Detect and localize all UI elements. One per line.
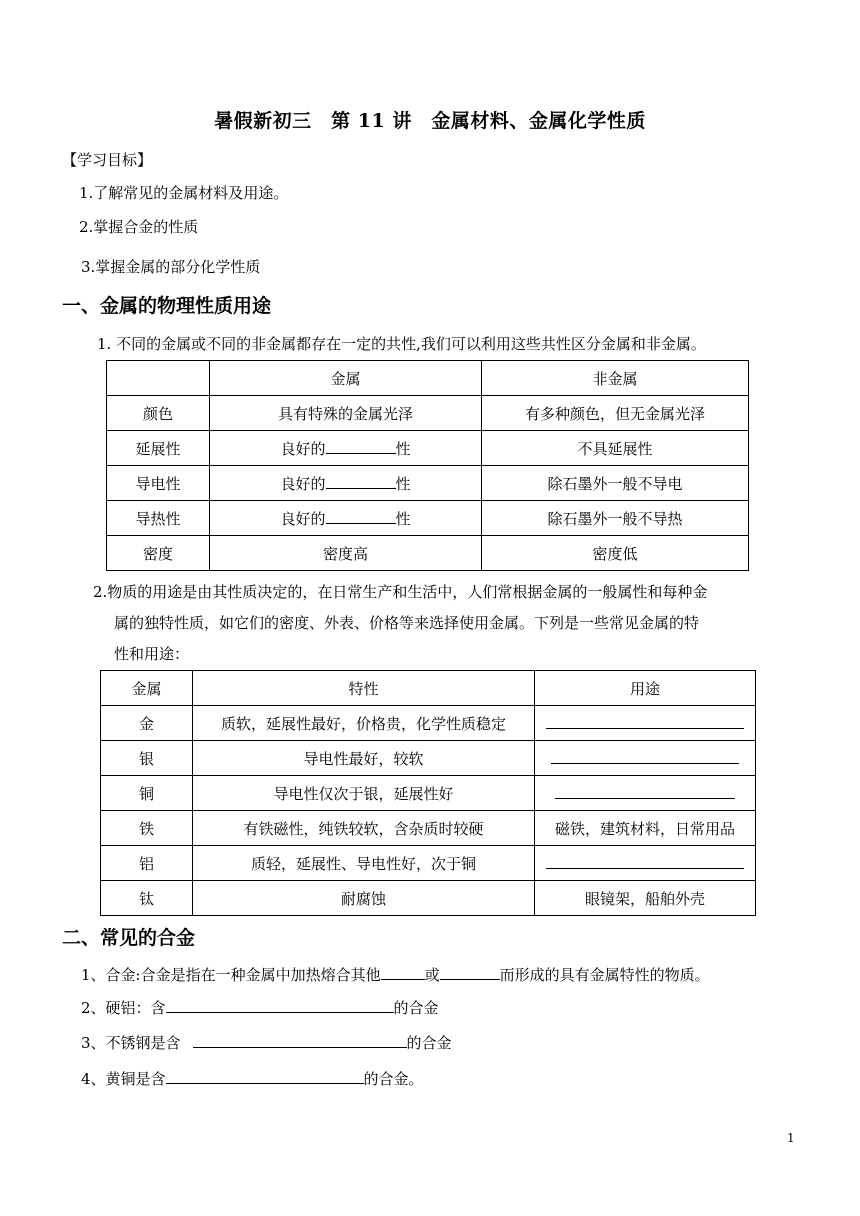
table-row <box>107 431 749 466</box>
property-cell: 颜色 <box>107 396 210 431</box>
alloy-item-text: 或 <box>424 966 440 984</box>
property-cell: 质软，延展性最好，价格贵，化学性质稳定 <box>193 706 535 741</box>
question-text: 属的独特性质，如它们的密度、外表、价格等来选择使用金属。下列是一些常见金属的特 <box>114 614 700 632</box>
table-row <box>101 776 756 811</box>
metal-name-cell: 铝 <box>101 846 193 881</box>
alloy-item-text: 而形成的具有金属特性的物质。 <box>499 966 710 984</box>
metal-text: 良好的 <box>280 509 326 528</box>
table-header-cell <box>107 361 210 396</box>
metal-text-suffix: 性 <box>395 474 411 493</box>
fill-blank[interactable] <box>326 475 396 489</box>
metal-name-cell: 金 <box>101 706 193 741</box>
metal-name-cell: 银 <box>101 741 193 776</box>
table-header-cell: 用途 <box>535 671 756 706</box>
nonmetal-cell: 密度低 <box>482 536 749 571</box>
table-row <box>101 706 756 741</box>
answer-blank[interactable] <box>546 714 744 729</box>
table-header-row <box>101 671 756 706</box>
table-header-cell: 金属 <box>101 671 193 706</box>
property-cell: 耐腐蚀 <box>193 881 535 916</box>
property-cell: 导热性 <box>107 501 210 536</box>
metal-name-cell: 铜 <box>101 776 193 811</box>
property-cell: 密度 <box>107 536 210 571</box>
alloy-item-text: 的合金 <box>406 1034 452 1052</box>
property-cell: 导电性仅次于银，延展性好 <box>193 776 535 811</box>
metal-cell <box>210 536 482 571</box>
fill-blank[interactable] <box>193 1033 407 1048</box>
metal-name-cell: 钛 <box>101 881 193 916</box>
learning-goal-item: 1.了解常见的金属材料及用途。 <box>79 184 289 202</box>
table-header-cell: 金属 <box>210 361 482 396</box>
table-row <box>101 881 756 916</box>
fill-blank[interactable] <box>166 1069 364 1084</box>
metal-cell <box>210 431 482 466</box>
property-cell: 导电性最好，较软 <box>193 741 535 776</box>
question-text: 1. 不同的金属或不同的非金属都存在一定的共性,我们可以利用这些共性区分金属和非金属。 <box>97 335 706 353</box>
question-text: 性和用途： <box>114 645 190 663</box>
use-cell <box>535 706 756 741</box>
alloy-item-text: 4、黄铜是含 <box>81 1070 166 1088</box>
question-text: 2.物质的用途是由其性质决定的，在日常生产和生活中，人们常根据金属的一般属性和每种金 <box>93 583 708 601</box>
metal-text-suffix: 性 <box>395 509 411 528</box>
metal-uses-table <box>100 670 756 916</box>
use-cell <box>535 846 756 881</box>
section-heading: 二、常见的合金 <box>62 927 196 949</box>
fill-blank[interactable] <box>440 965 500 980</box>
alloy-item-text: 3、不锈钢是含 <box>81 1034 181 1052</box>
alloy-item-text: 的合金。 <box>363 1070 424 1088</box>
nonmetal-cell: 除石墨外一般不导热 <box>482 501 749 536</box>
metal-text: 良好的 <box>280 439 326 458</box>
nonmetal-cell: 有多种颜色，但无金属光泽 <box>482 396 749 431</box>
table-row <box>107 536 749 571</box>
property-cell: 导电性 <box>107 466 210 501</box>
table-header-cell: 特性 <box>193 671 535 706</box>
metal-cell <box>210 466 482 501</box>
table-row <box>101 811 756 846</box>
use-cell <box>535 776 756 811</box>
alloy-item-text: 的合金 <box>393 999 439 1017</box>
use-cell: 磁铁，建筑材料，日常用品 <box>535 811 756 846</box>
table-header-row <box>107 361 749 396</box>
metal-cell <box>210 396 482 431</box>
answer-blank[interactable] <box>555 784 735 799</box>
metal-name-cell: 铁 <box>101 811 193 846</box>
fill-blank[interactable] <box>326 510 396 524</box>
metal-nonmetal-table <box>106 360 749 571</box>
table-row <box>107 501 749 536</box>
metal-text-suffix: 性 <box>395 439 411 458</box>
alloy-item <box>81 997 439 1018</box>
learning-goal-item: 2.掌握合金的性质 <box>79 218 199 236</box>
alloy-item <box>81 1068 424 1089</box>
page-title: 暑假新初三 第 11 讲 金属材料、金属化学性质 <box>214 110 646 132</box>
page-number: 1 <box>787 1131 795 1145</box>
metal-text: 密度高 <box>322 544 368 563</box>
use-cell <box>535 741 756 776</box>
property-cell: 延展性 <box>107 431 210 466</box>
property-cell: 质轻，延展性、导电性好，次于铜 <box>193 846 535 881</box>
answer-blank[interactable] <box>551 749 739 764</box>
alloy-item-text: 1、合金:合金是指在一种金属中加热熔合其他 <box>81 966 381 984</box>
nonmetal-cell: 除石墨外一般不导电 <box>482 466 749 501</box>
alloy-item-text: 2、硬铝：含 <box>81 999 166 1017</box>
answer-blank[interactable] <box>546 854 744 869</box>
metal-cell <box>210 501 482 536</box>
alloy-item <box>81 1032 452 1053</box>
metal-text: 具有特殊的金属光泽 <box>277 404 413 423</box>
property-cell: 有铁磁性，纯铁较软，含杂质时较硬 <box>193 811 535 846</box>
table-row <box>101 846 756 881</box>
learning-goals-heading: 【学习目标】 <box>62 151 153 169</box>
metal-text: 良好的 <box>280 474 326 493</box>
alloy-item <box>81 964 710 985</box>
table-row <box>107 466 749 501</box>
fill-blank[interactable] <box>381 965 425 980</box>
learning-goal-item: 3.掌握金属的部分化学性质 <box>81 258 261 276</box>
table-row <box>101 741 756 776</box>
nonmetal-cell: 不具延展性 <box>482 431 749 466</box>
table-row <box>107 396 749 431</box>
use-cell: 眼镜架，船舶外壳 <box>535 881 756 916</box>
section-heading: 一、金属的物理性质用途 <box>62 295 272 317</box>
fill-blank[interactable] <box>166 998 394 1013</box>
fill-blank[interactable] <box>326 440 396 454</box>
table-header-cell: 非金属 <box>482 361 749 396</box>
